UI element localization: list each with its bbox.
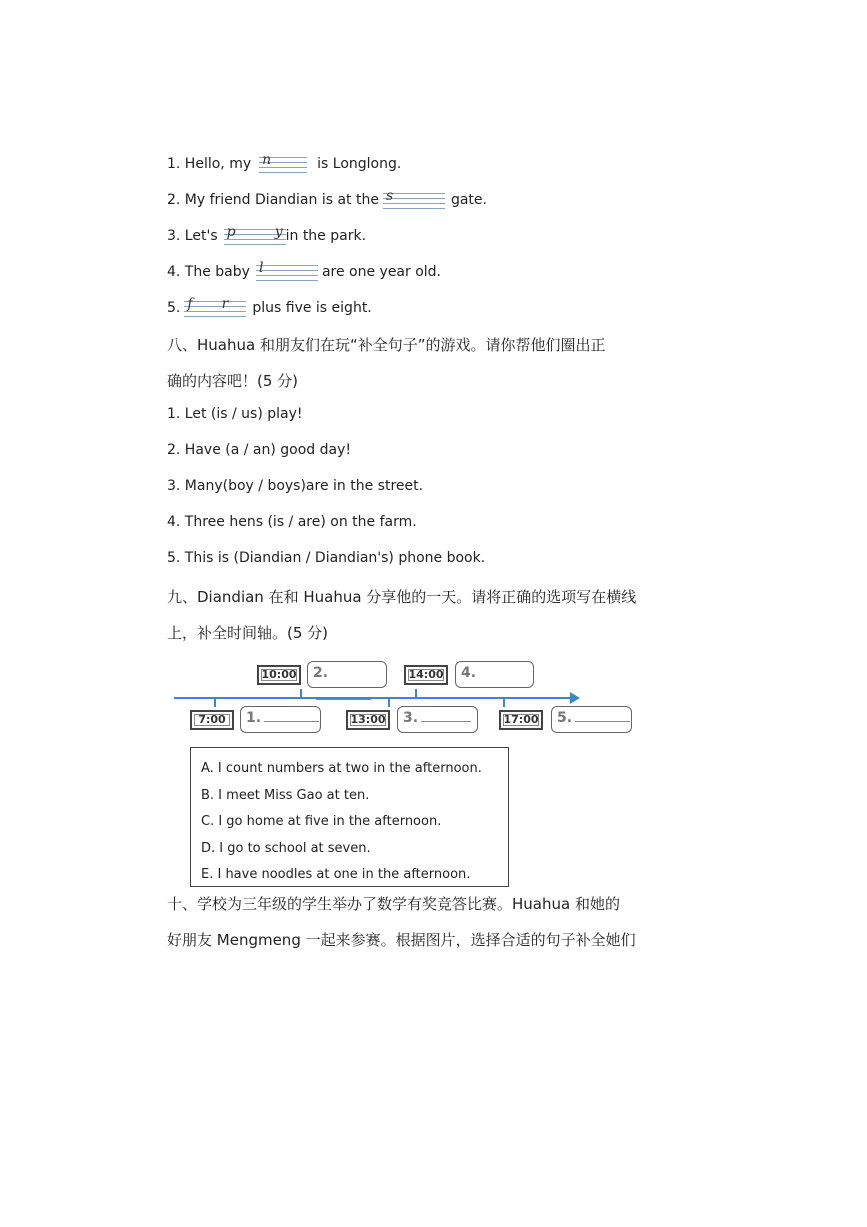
options-box xyxy=(190,747,509,887)
timeline xyxy=(0,655,867,740)
fill-item-5 xyxy=(167,297,372,319)
hint-letter: f xyxy=(187,296,193,312)
section-10-heading: 十、学校为三年级的学生举办了数学有奖竞答比赛。Huahua 和她的 xyxy=(167,895,620,913)
section-8-heading: 八、Huahua 和朋友们在玩“补全句子”的游戏。请你帮他们圈出正 xyxy=(167,336,606,354)
option-e: E. I have noodles at one in the afternoon. xyxy=(201,867,471,882)
option-a: A. I count numbers at two in the afternoon. xyxy=(201,761,482,776)
time-label: 10:00 xyxy=(257,665,301,685)
timeline-tick xyxy=(503,699,505,707)
fill-item-text: 5. xyxy=(167,300,181,316)
timeline-tick xyxy=(214,699,216,707)
hint-letter: l xyxy=(258,260,264,276)
answer-slot-1[interactable] xyxy=(240,706,321,733)
section-9-heading: 九、Diandian 在和 Huahua 分享他的一天。请将正确的选项写在横线 xyxy=(167,588,637,606)
hint-letter: n xyxy=(262,152,272,168)
timeline-tick xyxy=(300,689,302,697)
section-9-heading-cont: 上，补全时间轴。(5 分) xyxy=(167,624,329,642)
handwriting-blank[interactable] xyxy=(383,189,445,211)
section-8-heading-cont: 确的内容吧！(5 分) xyxy=(167,372,299,390)
choice-item-2[interactable]: 2. Have (a / an) good day! xyxy=(167,442,352,458)
time-label: 17:00 xyxy=(499,710,543,730)
option-c: C. I go home at five in the afternoon. xyxy=(201,814,442,829)
slot-number: 5. xyxy=(557,710,573,726)
fill-item-3 xyxy=(167,225,366,247)
hint-letter: s xyxy=(385,188,394,204)
answer-slot-2[interactable] xyxy=(307,661,387,688)
timeline-axis xyxy=(174,697,572,699)
slot-number: 2. xyxy=(313,665,329,681)
choice-item-4[interactable]: 4. Three hens (is / are) on the farm. xyxy=(167,514,417,530)
timeline-tick xyxy=(388,699,390,707)
fill-item-4 xyxy=(167,261,441,283)
hint-letter: p xyxy=(226,224,236,240)
option-b: B. I meet Miss Gao at ten. xyxy=(201,788,370,803)
slot-number: 4. xyxy=(461,665,477,681)
slot-number: 3. xyxy=(403,710,419,726)
fill-item-text: plus five is eight. xyxy=(252,300,372,316)
answer-slot-3[interactable] xyxy=(397,706,478,733)
fill-item-2 xyxy=(167,189,487,211)
handwriting-blank[interactable] xyxy=(256,261,318,283)
handwriting-blank[interactable] xyxy=(224,225,286,247)
answer-slot-4[interactable] xyxy=(455,661,534,688)
handwriting-blank[interactable] xyxy=(184,297,246,319)
fill-item-text: gate. xyxy=(450,192,487,208)
fill-item-text: 4. The baby xyxy=(167,264,250,280)
fill-item-text: is Longlong. xyxy=(317,156,402,172)
time-label: 7:00 xyxy=(190,710,234,730)
time-label: 13:00 xyxy=(346,710,390,730)
choice-item-3[interactable]: 3. Many(boy / boys)are in the street. xyxy=(167,478,424,494)
fill-item-text: 1. Hello, my xyxy=(167,156,252,172)
fill-item-text: in the park. xyxy=(285,228,367,244)
hint-letter: r xyxy=(221,296,229,312)
answer-slot-5[interactable] xyxy=(551,706,632,733)
arrow-right-icon xyxy=(570,692,580,704)
choice-item-5[interactable]: 5. This is (Diandian / Diandian's) phone book. xyxy=(167,550,486,566)
time-label: 14:00 xyxy=(404,665,448,685)
fill-item-text: are one year old. xyxy=(321,264,442,280)
handwriting-blank[interactable] xyxy=(259,153,307,175)
fill-item-1 xyxy=(167,153,401,175)
section-10-heading-cont: 好朋友 Mengmeng 一起来参赛。根据图片，选择合适的句子补全她们 xyxy=(167,931,636,949)
fill-item-text: 3. Let's xyxy=(167,228,218,244)
slot-number: 1. xyxy=(246,710,262,726)
option-d: D. I go to school at seven. xyxy=(201,841,371,856)
choice-item-1[interactable]: 1. Let (is / us) play! xyxy=(167,406,303,422)
timeline-tick xyxy=(415,689,417,697)
fill-item-text: 2. My friend Diandian is at the xyxy=(167,192,379,208)
hint-letter: y xyxy=(274,224,283,240)
